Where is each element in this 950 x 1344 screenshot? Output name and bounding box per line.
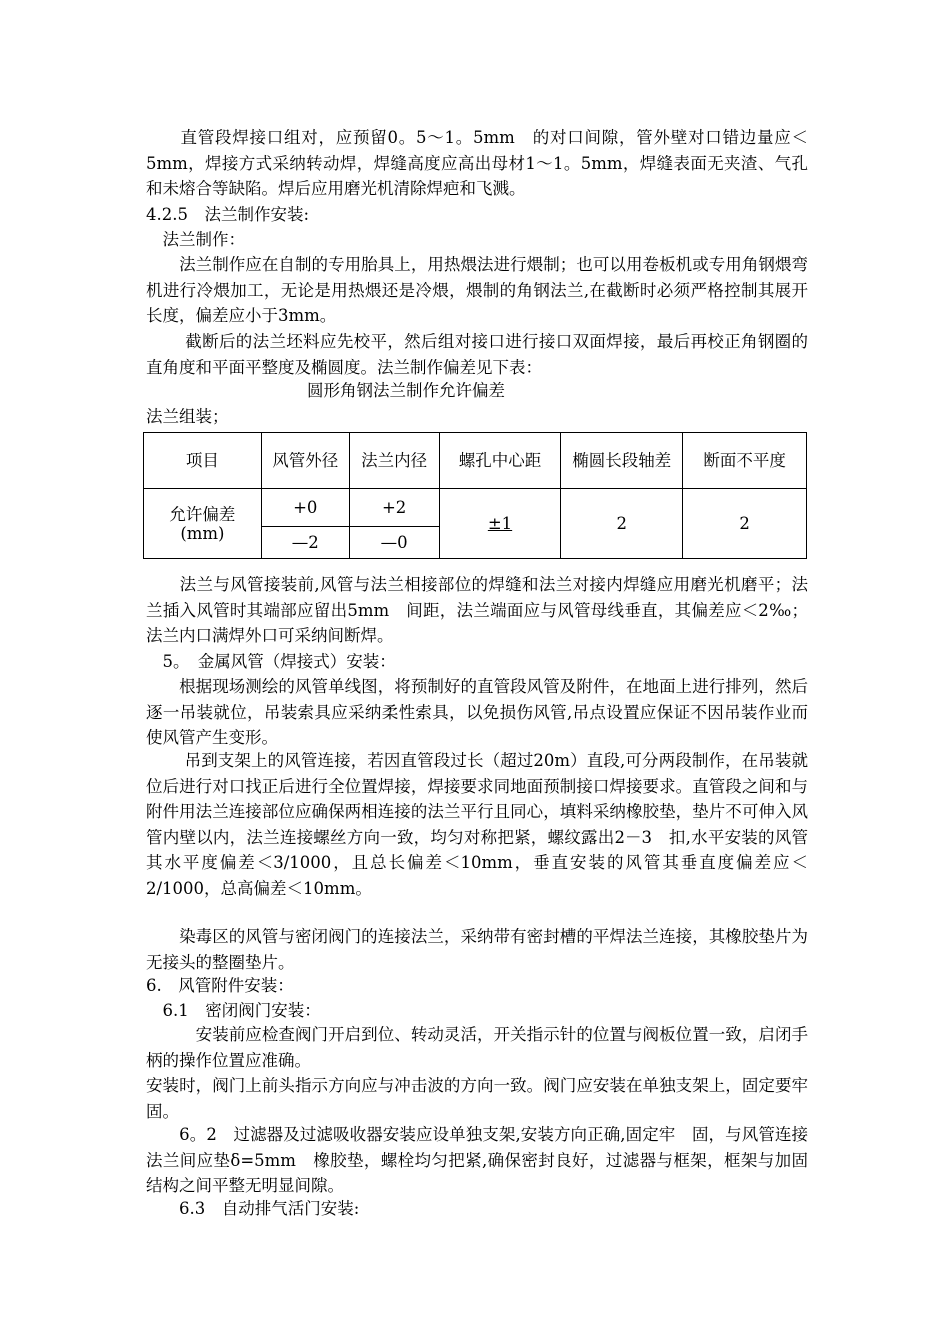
table-title: 圆形角钢法兰制作允许偏差 <box>307 381 505 400</box>
table-header-row <box>144 433 807 489</box>
cell-outer-upper: +0 <box>261 489 349 527</box>
bolt-pitch-value: ±1 <box>487 514 513 533</box>
paragraph-contaminated-zone: 染毒区的风管与密闭阀门的连接法兰，采纳带有密封槽的平焊法兰连接，其橡胶垫片为无接头的整圈垫片。 <box>146 927 808 972</box>
paragraph-filter-install: 6。2 过滤器及过滤吸收器安装应设单独支架,安装方向正确,固定牢 固，与风管连接法兰间应垫δ=5mm 橡胶垫，螺栓均匀把紧,确保密封良好，过滤器与框架，框架与加固结构之间平整无明显间隙。 <box>146 1125 808 1195</box>
paragraph-duct-connection: 吊到支架上的风管连接，若因直管段过长（超过20m）直段,可分两段制作，在吊装就位后进行对口找正后进行全位置焊接，焊接要求同地面预制接口焊接要求。直管段之间和与附件用法兰连接部位应确保两相连接的法兰平行且同心，填料采纳橡胶垫，垫片不可伸入风管内壁以内，法兰连接螺丝方向一致，均匀对称把紧，螺纹露出2－3 扣,水平安装的风管其水平度偏差＜3/1000，且总长偏差＜10mm，垂直安装的风管其垂直度偏差应＜2/1000，总高偏差＜10mm。 <box>146 751 808 898</box>
cell-inner-lower: —0 <box>349 527 439 559</box>
header-section-flatness: 断面不平度 <box>683 433 807 489</box>
paragraph-valve-check: 安装前应检查阀门开启到位、转动灵活，开关指示针的位置与阀板位置一致，启闭手柄的操作位置应准确。 <box>146 1025 808 1070</box>
row-label-tolerance <box>144 489 262 559</box>
section-heading-5: 5。 金属风管（焊接式）安装： <box>146 652 396 671</box>
paragraph-valve-install: 安装时，阀门上前头指示方向应与冲击波的方向一致。阀门应安装在单独支架上，固定要牢固。 <box>146 1076 808 1121</box>
header-bolt-hole-pitch: 螺孔中心距 <box>439 433 561 489</box>
cell-inner-upper: +2 <box>349 489 439 527</box>
subheading-flange-assembly: 法兰组装； <box>146 407 229 426</box>
paragraph-flange-assembly: 法兰与风管接装前,风管与法兰相接部位的焊缝和法兰对接内焊缝应用磨光机磨平；法兰插入风管时其端部应留出5mm 间距，法兰端面应与风管母线垂直，其偏差应＜2‰；法兰内口满焊外口可采纳间断焊。 <box>146 575 808 645</box>
header-duct-outer-diameter: 风管外径 <box>261 433 349 489</box>
header-ellipse-axis-diff: 椭圆长段轴差 <box>561 433 683 489</box>
paragraph-flange-calibration: 截断后的法兰坯料应先校平，然后组对接口进行接口双面焊接，最后再校正角钢圈的直角度和平面平整度及椭圆度。法兰制作偏差见下表： <box>146 332 808 377</box>
paragraph-duct-layout: 根据现场测绘的风管单线图，将预制好的直管段风管及附件，在地面上进行排列，然后逐一吊装就位，吊装索具应采纳柔性索具，以免损伤风管,吊点设置应保证不因吊装作业而使风管产生变形。 <box>146 677 808 747</box>
tolerance-table <box>143 432 807 559</box>
section-heading-4-2-5: 4.2.5 法兰制作安装: <box>146 205 310 224</box>
section-heading-6: 6. 风管附件安装： <box>146 976 294 995</box>
cell-bolt-pitch <box>439 489 561 559</box>
subheading-flange-making: 法兰制作： <box>146 230 245 249</box>
header-flange-inner-diameter: 法兰内径 <box>349 433 439 489</box>
section-heading-6-1: 6.1 密闭阀门安装： <box>146 1001 321 1020</box>
row-label-text: 允许偏差 <box>169 504 236 524</box>
paragraph-flange-making: 法兰制作应在自制的专用胎具上，用热煨法进行煨制；也可以用卷板机或专用角钢煨弯机进行冷煨加工，无论是用热煨还是冷煨，煨制的角钢法兰,在截断时必须严格控制其展开长度，偏差应小于3mm。 <box>146 255 808 325</box>
cell-ellipse: 2 <box>561 489 683 559</box>
paragraph-pipe-welding: 直管段焊接口组对，应预留0。5～1。5mm 的对口间隙，管外壁对口错边量应＜5mm，焊接方式采纳转动焊，焊缝高度应高出母材1～1。5mm，焊缝表面无夹渣、气孔和未熔合等缺陷。焊后应用磨光机清除焊疤和飞溅。 <box>146 128 808 198</box>
row-label-unit: (mm) <box>180 523 225 543</box>
header-item: 项目 <box>144 433 262 489</box>
section-heading-6-3: 6.3 自动排气活门安装: <box>146 1199 360 1218</box>
cell-flatness: 2 <box>683 489 807 559</box>
cell-outer-lower: —2 <box>261 527 349 559</box>
table-row <box>144 489 807 527</box>
